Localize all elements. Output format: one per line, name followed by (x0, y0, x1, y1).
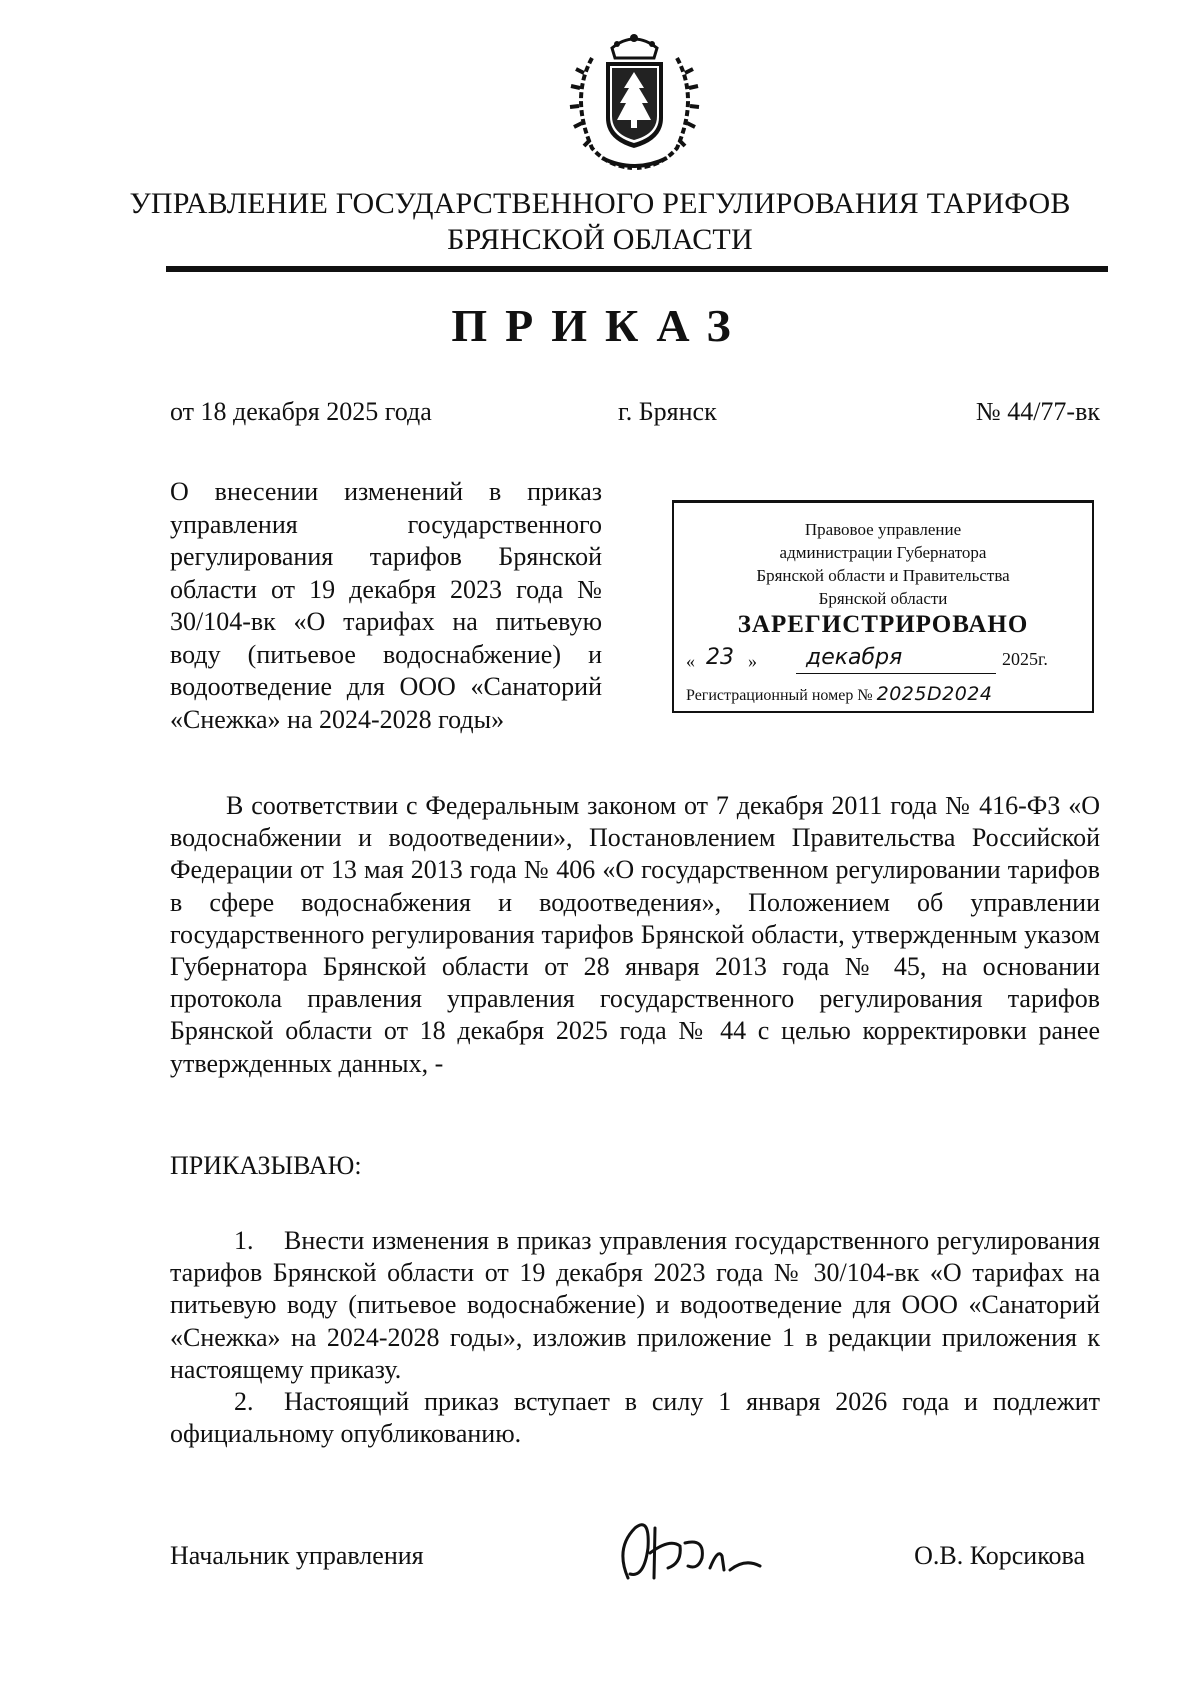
order-item (170, 1225, 1100, 1386)
stamp-month-underline (796, 673, 996, 674)
order-heading: ПРИКАЗЫВАЮ: (170, 1151, 362, 1180)
organization-header (120, 186, 1080, 258)
order-item-number: 2. (234, 1387, 254, 1416)
order-item-text: Настоящий приказ вступает в силу 1 января 2026 года и подлежит официальному опубликованию. (170, 1387, 1100, 1449)
order-item (170, 1386, 1100, 1450)
order-city: г. Брянск (618, 397, 717, 426)
stamp-day: 23 (706, 645, 734, 670)
order-date: от 18 декабря 2025 года (170, 397, 432, 426)
document-title: ПРИКАЗ (451, 300, 749, 351)
order-item-text: Внести изменения в приказ управления государственного регулирования тарифов Брянской области от 19 декабря 2023 года № 30/104-вк «О тарифах на питьевую воду (питьевое водоснабжение) и водоотведение для ООО «Санаторий «Снежка» на 2024-2028 годы», изложив приложение 1 в редакции приложения к настоящему приказу. (170, 1226, 1100, 1384)
order-item-number: 1. (234, 1226, 254, 1255)
signatory-position: Начальник управления (170, 1541, 424, 1570)
stamp-quote-close: » (748, 651, 757, 671)
stamp-registered: ЗАРЕГИСТРИРОВАНО (737, 611, 1029, 638)
stamp-line-2: администрации Губернатора (779, 543, 987, 562)
stamp-reg-label: Регистрационный номер № (686, 687, 873, 704)
stamp-month: декабря (806, 645, 903, 670)
stamp-reg-number (686, 683, 1082, 705)
stamp-quote-open: « (686, 651, 695, 671)
preamble-paragraph: В соответствии с Федеральным законом от 7 декабря 2011 года № 416-ФЗ «О водоснабжении и водоотведении», Постановлением Правительства Российской Федерации от 13 мая 2013 года № 406 «О государственном регулировании тарифов в сфере водоснабжения и водоотведения», Положением об управлении государственного регулирования тарифов Брянской области, утвержденным указом Губернатора Брянской области от 28 января 2013 года № 45, на основании протокола правления управления государственного регулирования тарифов Брянской области от 18 декабря 2025 года № 44 с целью корректировки ранее утвержденных данных, - (170, 791, 1100, 1078)
stamp-line-3: Брянской области и Правительства (756, 566, 1010, 585)
org-line-1: УПРАВЛЕНИЕ ГОСУДАРСТВЕННОГО РЕГУЛИРОВАНИЯ ТАРИФОВ (129, 187, 1071, 220)
stamp-line-1: Правовое управление (804, 520, 962, 539)
order-number: № 44/77-вк (975, 397, 1100, 426)
signatory-name: О.В. Корсикова (914, 1541, 1085, 1570)
order-subject: О внесении изменений в приказ управления государственного регулирования тарифов Брянской области от 19 декабря 2023 года № 30/104-вк «О тарифах на питьевую воду (питьевое водоснабжение) и водоотведение для ООО «Санаторий «Снежка» на 2024-2028 годы» (170, 477, 602, 734)
org-line-2: БРЯНСКОЙ ОБЛАСТИ (447, 223, 753, 256)
stamp-line-4: Брянской области (818, 589, 948, 608)
stamp-reg-value: 2025D2024 (876, 683, 993, 705)
stamp-year: 2025г. (1002, 649, 1048, 669)
header-divider (166, 266, 1108, 272)
registration-stamp (672, 500, 1094, 713)
coat-of-arms-icon (562, 28, 707, 178)
handwritten-signature-icon (610, 1508, 790, 1588)
